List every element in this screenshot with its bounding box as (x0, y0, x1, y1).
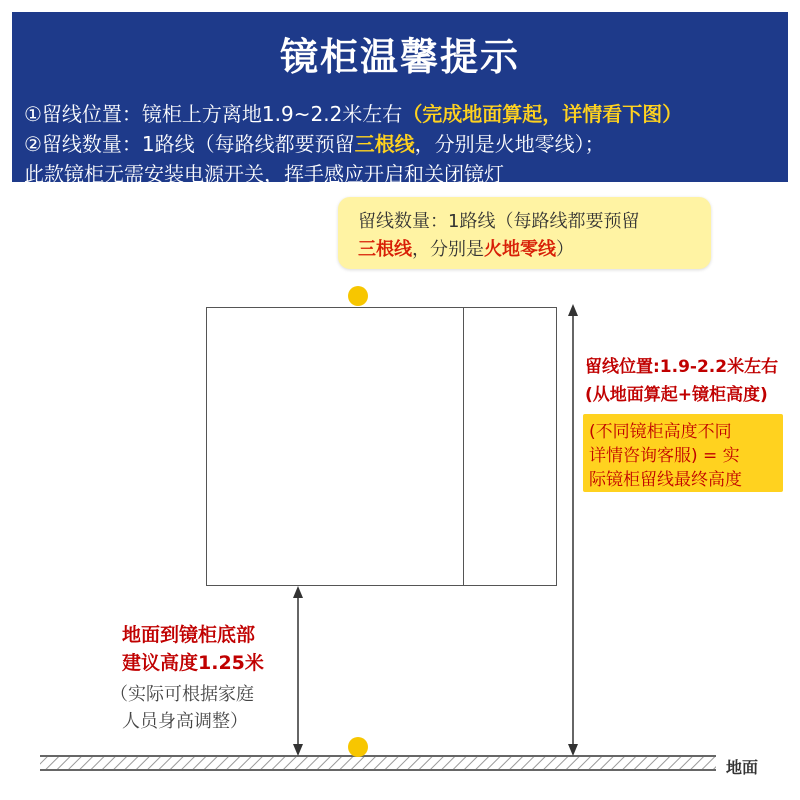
banner-title: 镜柜温馨提示 (279, 35, 520, 79)
wire-position-label: 留线位置:1.9-2.2米左右 (585, 357, 779, 377)
note-line3: 际镜柜留线最终高度 (589, 470, 742, 490)
banner-line-switch: 此款镜柜无需安装电源开关，挥手感应开启和关闭镜灯 (24, 162, 504, 186)
suggested-height-label: 建议高度1.25米 (122, 652, 264, 674)
ground-label: 地面 (726, 758, 759, 777)
wire-position-sublabel: (从地面算起+镜柜高度) (585, 385, 768, 405)
bubble-mid-text: ，分别是 (412, 239, 484, 260)
left-arrow-head-bottom (293, 744, 303, 756)
bubble-line1: 留线数量：1路线（每路线都要预留 (358, 211, 640, 232)
cabinet-divider (463, 308, 464, 585)
note-line2: 详情咨询客服) = 实 (589, 446, 740, 466)
left-arrow-head-top (293, 586, 303, 598)
right-arrow-head-bottom (568, 744, 578, 756)
ground-point-dot (348, 737, 368, 757)
floor-to-cabinet-label: 地面到镜柜底部 (122, 624, 256, 646)
bubble-three-wires: 三根线 (358, 239, 412, 260)
banner-line1-highlight: （完成地面算起，详情看下图） (402, 102, 683, 126)
banner-line2-highlight: 三根线 (354, 132, 415, 156)
bubble-end-text: ） (556, 239, 574, 260)
adjust-note-line1: （实际可根据家庭 (110, 684, 254, 705)
note-line1: (不同镜柜高度不同 (589, 422, 732, 442)
banner-line2-suffix: ，分别是火地零线）； (414, 132, 605, 156)
adjust-note-line2: 人员身高调整） (122, 711, 248, 732)
wire-point-dot-top (348, 286, 368, 306)
bubble-wire-types: 火地零线 (484, 239, 556, 260)
right-arrow-head-top (568, 304, 578, 316)
banner-line2-text: ②留线数量：1路线（每路线都要预留 (24, 132, 355, 156)
height-note-box (583, 414, 783, 492)
banner-line1-text: ①留线位置：镜柜上方离地1.9~2.2米左右 (24, 102, 403, 126)
ground-hatch (40, 756, 716, 770)
mirror-cabinet (206, 307, 557, 586)
